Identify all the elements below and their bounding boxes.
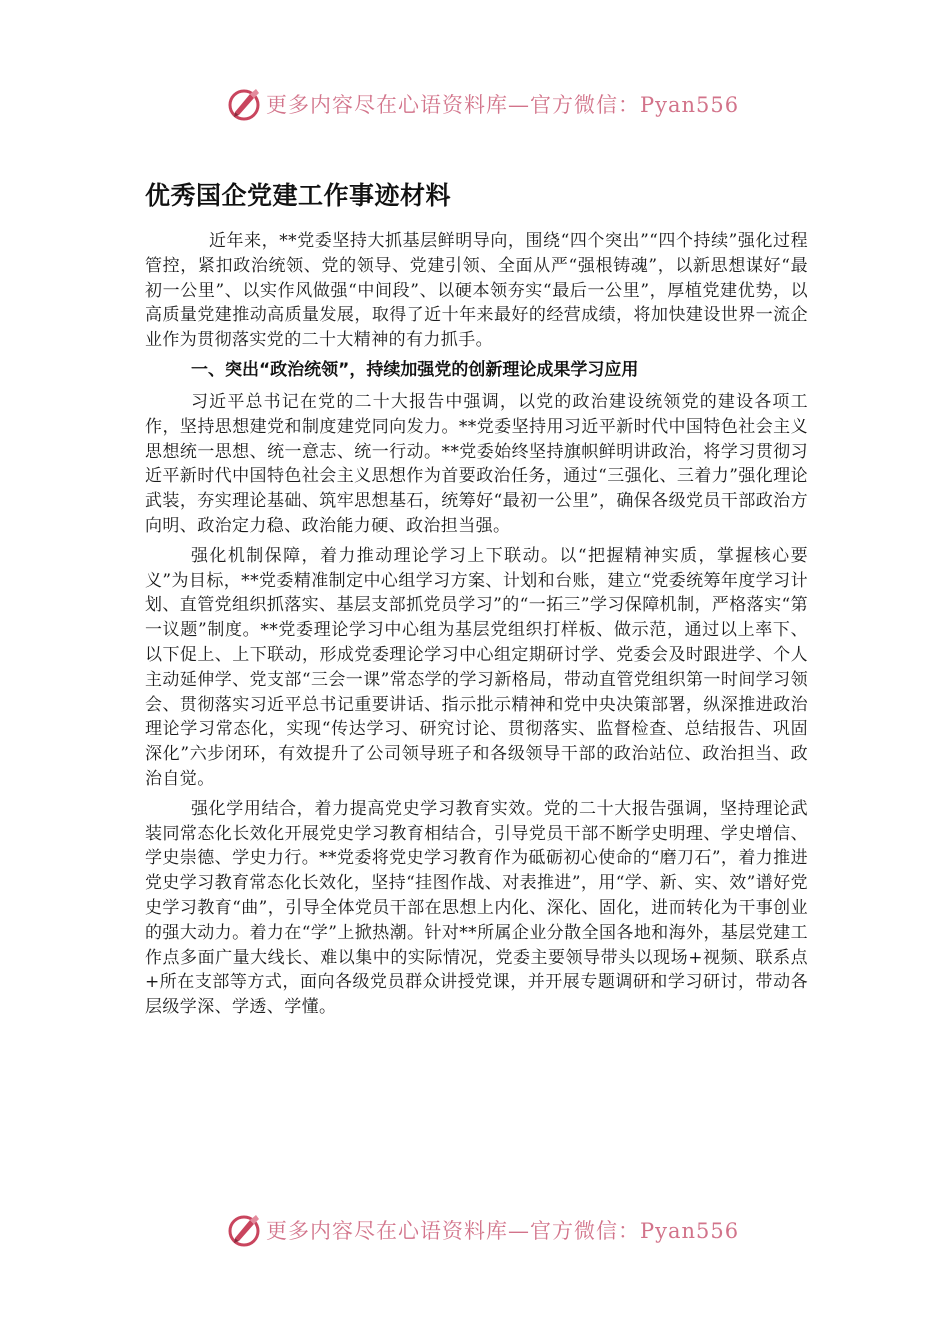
body-paragraph: 强化学用结合，着力提高党史学习教育实效。党的二十大报告强调，坚持理论武装同常态化长效化开展党史学习教育相结合，引导党员干部不断学史明理、学史增信、学史崇德、学史力行。**党委将党史学习教育作为砥砺初心使命的“磨刀石”，着力推进党史学习教育常态化长效化，坚持“挂图作战、对表推进”，用“学、新、实、效”谱好党史学习教育“曲”，引导全体党员干部在思想上内化、深化、固化，进而转化为干事创业的强大动力。着力在“学”上掀热潮。针对**所属企业分散全国各地和海外，基层党建工作点多面广量大线长、难以集中的实际情况，党委主要领导带头以现场+视频、联系点+所在支部等方式，面向各级党员群众讲授党课，并开展专题调研和学习研讨，带动各层级学深、学透、学懂。 — [145, 798, 808, 1018]
intro-paragraph: 近年来，**党委坚持大抓基层鲜明导向，围绕“四个突出”“四个持续”强化过程管控，紧扣政治统领、党的领导、党建引领、全面从严“强根铸魂”，以新思想谋好“最初一公里”、以实作风做强“中间段”、以硬本领夯实“最后一公里”，厚植党建优势，以高质量党建推动高质量发展，取得了近十年来最好的经营成绩，将加快建设世界一流企业作为贯彻落实党的二十大精神的有力抓手。 — [145, 231, 808, 351]
document-body — [145, 229, 808, 1025]
watermark-banner-top — [226, 84, 746, 124]
watermark-text: 更多内容尽在心语资料库—官方微信：Pyan556 — [266, 1219, 740, 1243]
body-paragraph: 强化机制保障，着力推动理论学习上下联动。以“把握精神实质，掌握核心要义”为目标，**党委精准制定中心组学习方案、计划和台账，建立“党委统筹年度学习计划、直管党组织抓落实、基层支部抓党员学习”的“一拓三”学习保障机制，严格落实“第一议题”制度。**党委理论学习中心组为基层党组织打样板、做示范，通过以上率下、以下促上、上下联动，形成党委理论学习中心组定期研讨学、党委会及时跟进学、个人主动延伸学、党支部“三会一课”常态学的学习新格局，带动直管党组织第一时间学习领会、贯彻落实习近平总书记重要讲话、指示批示精神和党中央决策部署，纵深推进政治理论学习常态化，实现“传达学习、研究讨论、贯彻落实、监督检查、总结报告、巩固深化”六步闭环，有效提升了公司领导班子和各级领导干部的政治站位、政治担当、政治自觉。 — [145, 545, 808, 789]
section-heading: 一、突出“政治统领”，持续加强党的创新理论成果学习应用 — [191, 359, 639, 380]
watermark-banner-bottom — [226, 1210, 746, 1250]
document-title: 优秀国企党建工作事迹材料 — [145, 181, 452, 210]
logo-icon — [226, 86, 262, 122]
logo-icon — [226, 1212, 262, 1248]
watermark-text: 更多内容尽在心语资料库—官方微信：Pyan556 — [266, 93, 740, 117]
body-paragraph: 习近平总书记在党的二十大报告中强调，以党的政治建设统领党的建设各项工作，坚持思想建党和制度建党同向发力。**党委坚持用习近平新时代中国特色社会主义思想统一思想、统一意志、统一行动。**党委始终坚持旗帜鲜明讲政治，将学习贯彻习近平新时代中国特色社会主义思想作为首要政治任务，通过“三强化、三着力”强化理论武装，夯实理论基础、筑牢思想基石，统筹好“最初一公里”，确保各级党员干部政治方向明、政治定力稳、政治能力硬、政治担当强。 — [145, 391, 808, 536]
